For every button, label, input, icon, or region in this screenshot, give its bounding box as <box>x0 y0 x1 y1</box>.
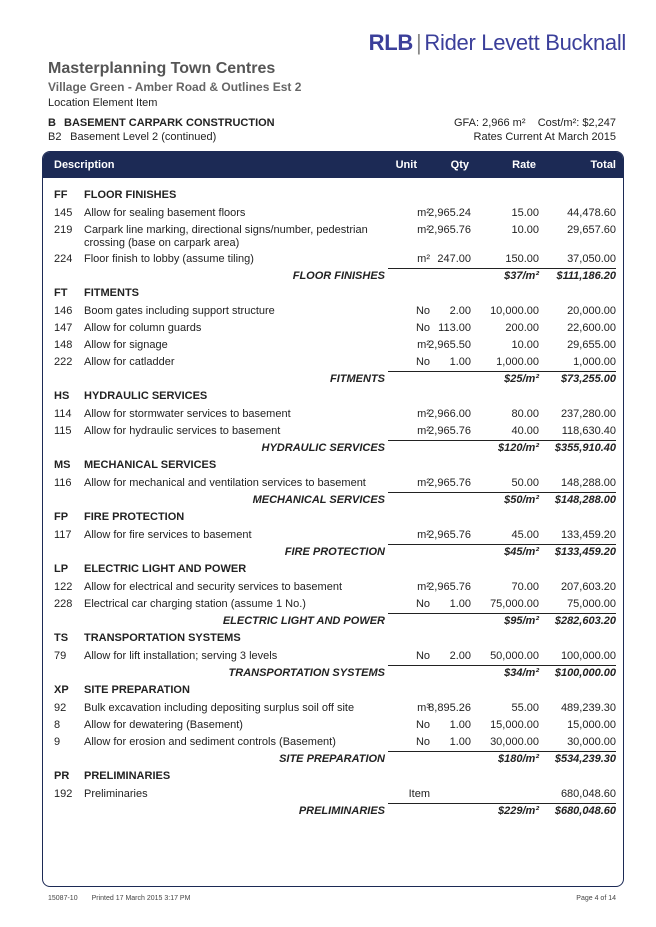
item-rate: 200.00 <box>505 322 539 334</box>
table-row <box>43 785 623 802</box>
footer-job: 15087-10 <box>48 895 78 902</box>
item-qty: 247.00 <box>437 253 471 265</box>
item-qty: 1.00 <box>449 736 471 748</box>
item-code: 114 <box>54 408 72 420</box>
item-code: 115 <box>54 425 72 437</box>
item-unit: No <box>415 736 430 748</box>
item-description: Floor finish to lobby (assume tiling) <box>84 253 254 265</box>
table-body <box>43 187 623 820</box>
group-code: HS <box>54 390 70 402</box>
subtotal-total: $111,186.20 <box>556 270 616 282</box>
item-code: 146 <box>54 305 73 317</box>
item-total: 118,630.40 <box>561 425 616 437</box>
group-header <box>43 509 623 526</box>
item-total: 133,459.20 <box>560 529 616 541</box>
subsection-name: Basement Level 2 (continued) <box>70 131 217 143</box>
subtotal-rule <box>388 665 616 666</box>
subtotal-name: FIRE PROTECTION <box>284 546 385 558</box>
item-description: Allow for fire services to basement <box>84 529 252 541</box>
section-name: BASEMENT CARPARK CONSTRUCTION <box>64 117 275 129</box>
group-name: ELECTRIC LIGHT AND POWER <box>84 563 247 575</box>
section-code: B <box>48 117 56 129</box>
subtotal-rule <box>388 613 616 614</box>
item-description: Allow for column guards <box>84 322 202 334</box>
item-qty: 1.00 <box>449 598 471 610</box>
group-header <box>43 187 623 204</box>
group-code: FF <box>54 189 68 201</box>
item-unit: m² <box>417 207 430 219</box>
table-row <box>43 204 623 221</box>
item-code: 92 <box>54 702 67 714</box>
group-code: XP <box>54 684 69 696</box>
table-row <box>43 699 623 716</box>
item-description: Boom gates including support structure <box>84 305 275 317</box>
group-name: SITE PREPARATION <box>84 684 190 696</box>
subtotal-row <box>43 543 623 561</box>
item-code: 222 <box>54 356 73 368</box>
subtotal-total: $133,459.20 <box>554 546 616 558</box>
item-description: Preliminaries <box>84 788 148 800</box>
item-total: 148,288.00 <box>560 477 616 489</box>
subtotal-rule <box>388 803 616 804</box>
subtotal-total: $148,288.00 <box>554 494 616 506</box>
item-unit: m² <box>417 339 430 351</box>
item-description: Allow for lift installation; serving 3 levels <box>84 650 278 662</box>
subtotal-rate: $229/m² <box>498 805 539 817</box>
item-qty: 2.00 <box>449 305 471 317</box>
item-rate: 10,000.00 <box>490 305 539 317</box>
item-rate: 15.00 <box>511 207 539 219</box>
footer-printed: Printed 17 March 2015 3:17 PM <box>91 895 191 902</box>
subtotal-total: $73,255.00 <box>560 373 616 385</box>
group-header <box>43 768 623 785</box>
group-header <box>43 630 623 647</box>
header-qty: Qty <box>450 159 469 171</box>
subtotal-row <box>43 612 623 630</box>
item-code: 148 <box>54 339 73 351</box>
subtotal-rate: $180/m² <box>498 753 539 765</box>
item-total: 44,478.60 <box>567 207 616 219</box>
item-description: Allow for hydraulic services to basement <box>84 425 281 437</box>
table-row <box>43 595 623 612</box>
header-description: Description <box>54 159 115 171</box>
table-row <box>43 716 623 733</box>
item-description: Allow for stormwater services to basement <box>84 408 291 420</box>
table-row <box>43 422 623 439</box>
group-code: LP <box>54 563 69 575</box>
subtotal-name: SITE PREPARATION <box>279 753 385 765</box>
item-qty: 2,965.76 <box>428 477 471 489</box>
item-total: 75,000.00 <box>567 598 616 610</box>
subtotal-rule <box>388 492 616 493</box>
item-unit: m² <box>417 425 430 437</box>
subtotal-total: $680,048.60 <box>554 805 616 817</box>
subtotal-name: FITMENTS <box>330 373 385 385</box>
subtotal-total: $355,910.40 <box>554 442 616 454</box>
item-total: 22,600.00 <box>567 322 616 334</box>
logo-rlb: RLB <box>368 30 413 55</box>
cost-table <box>42 151 624 887</box>
item-code: 145 <box>54 207 73 219</box>
rates-current: Rates Current At March 2015 <box>473 131 616 143</box>
item-qty: 2.00 <box>449 650 471 662</box>
group-code: FT <box>54 287 68 299</box>
item-code: 9 <box>54 736 61 748</box>
rlb-logo <box>369 30 626 56</box>
item-unit: m² <box>417 224 430 236</box>
item-code: 224 <box>54 253 73 265</box>
group-name: FLOOR FINISHES <box>84 189 177 201</box>
subtotal-rule <box>388 440 616 441</box>
group-code: MS <box>54 459 71 471</box>
item-unit: m² <box>417 253 430 265</box>
subtotal-name: TRANSPORTATION SYSTEMS <box>228 667 385 679</box>
item-rate: 55.00 <box>511 702 539 714</box>
report-type: Location Element Item <box>48 97 158 109</box>
subtotal-name: FLOOR FINISHES <box>292 270 385 282</box>
subtotal-total: $534,239.30 <box>554 753 616 765</box>
item-total: 207,603.20 <box>560 581 616 593</box>
item-code: 228 <box>54 598 73 610</box>
table-row <box>43 250 623 267</box>
group-code: TS <box>54 632 69 644</box>
item-rate: 50,000.00 <box>490 650 539 662</box>
subtotal-rate: $120/m² <box>498 442 539 454</box>
item-description: Allow for electrical and security services to basement <box>84 581 342 593</box>
item-unit: No <box>415 650 430 662</box>
item-qty: 2,965.76 <box>428 581 471 593</box>
item-total: 100,000.00 <box>560 650 616 662</box>
item-total: 30,000.00 <box>567 736 616 748</box>
subtotal-name: MECHANICAL SERVICES <box>252 494 385 506</box>
item-description: Allow for dewatering (Basement) <box>84 719 243 731</box>
item-total: 37,050.00 <box>567 253 616 265</box>
table-row <box>43 221 623 250</box>
group-header <box>43 561 623 578</box>
item-qty: 113.00 <box>438 322 471 334</box>
group-code: FP <box>54 511 69 523</box>
subtotal-row <box>43 664 623 682</box>
subtotal-rule <box>388 268 616 269</box>
subtotal-rate: $95/m² <box>504 615 539 627</box>
item-rate: 150.00 <box>505 253 539 265</box>
item-rate: 10.00 <box>511 224 539 236</box>
item-rate: 10.00 <box>511 339 539 351</box>
header-rate: Rate <box>512 159 536 171</box>
item-code: 116 <box>54 477 72 489</box>
subtotal-rate: $25/m² <box>504 373 539 385</box>
item-code: 147 <box>54 322 73 334</box>
table-row <box>43 474 623 491</box>
item-unit: No <box>415 356 430 368</box>
item-total: 489,239.30 <box>560 702 616 714</box>
item-code: 8 <box>54 719 61 731</box>
item-code: 117 <box>54 529 72 541</box>
item-code: 122 <box>54 581 73 593</box>
subtotal-row <box>43 267 623 285</box>
subtotal-row <box>43 370 623 388</box>
footer-left <box>48 895 190 902</box>
item-qty: 2,965.76 <box>428 224 471 236</box>
header-unit: Unit <box>395 159 417 171</box>
item-description: Bulk excavation including depositing surplus soil off site <box>84 702 355 714</box>
subtotal-name: HYDRAULIC SERVICES <box>261 442 385 454</box>
table-row <box>43 353 623 370</box>
item-qty: 2,965.24 <box>428 207 471 219</box>
group-name: MECHANICAL SERVICES <box>84 459 217 471</box>
item-unit: No <box>415 305 430 317</box>
subtotal-row <box>43 802 623 820</box>
table-row <box>43 578 623 595</box>
item-rate: 50.00 <box>511 477 539 489</box>
item-rate: 45.00 <box>511 529 539 541</box>
item-code: 79 <box>54 650 67 662</box>
item-total: 20,000.00 <box>567 305 616 317</box>
item-code: 192 <box>54 788 73 800</box>
table-row <box>43 647 623 664</box>
group-name: PRELIMINARIES <box>84 770 171 782</box>
item-unit: m² <box>417 529 430 541</box>
item-unit: Item <box>408 788 430 800</box>
header-total: Total <box>590 159 616 171</box>
subtotal-row <box>43 750 623 768</box>
item-rate: 75,000.00 <box>490 598 539 610</box>
subtotal-rate: $34/m² <box>504 667 539 679</box>
group-header <box>43 457 623 474</box>
table-row <box>43 302 623 319</box>
subtotal-row <box>43 439 623 457</box>
item-description: Allow for catladder <box>84 356 175 368</box>
item-description: Allow for mechanical and ventilation services to basement <box>84 477 366 489</box>
table-row <box>43 319 623 336</box>
item-rate: 80.00 <box>511 408 539 420</box>
group-code: PR <box>54 770 70 782</box>
item-unit: m² <box>417 477 430 489</box>
group-header <box>43 388 623 405</box>
item-total: 680,048.60 <box>560 788 616 800</box>
group-header <box>43 285 623 302</box>
item-description: Allow for signage <box>84 339 168 351</box>
subtotal-name: PRELIMINARIES <box>298 805 385 817</box>
item-unit: m² <box>417 581 430 593</box>
subtotal-total: $100,000.00 <box>554 667 616 679</box>
item-qty: 2,966.00 <box>428 408 471 420</box>
item-rate: 40.00 <box>511 425 539 437</box>
item-description: Allow for erosion and sediment controls (Basement) <box>84 736 336 748</box>
item-rate: 1,000.00 <box>496 356 539 368</box>
item-description: Allow for sealing basement floors <box>84 207 246 219</box>
subtotal-rate: $50/m² <box>504 494 539 506</box>
report-title: Masterplanning Town Centres <box>48 60 276 77</box>
group-name: FIRE PROTECTION <box>84 511 185 523</box>
section-cost: Cost/m²: $2,247 <box>537 117 616 129</box>
subtotal-rate: $45/m² <box>504 546 539 558</box>
item-total: 237,280.00 <box>560 408 616 420</box>
table-row <box>43 526 623 543</box>
table-row <box>43 336 623 353</box>
subsection-code: B2 <box>48 131 62 143</box>
subtotal-name: ELECTRIC LIGHT AND POWER <box>222 615 385 627</box>
item-unit: No <box>415 598 430 610</box>
item-qty: 2,965.76 <box>428 425 471 437</box>
item-total: 1,000.00 <box>573 356 616 368</box>
item-code: 219 <box>54 224 73 236</box>
item-unit: m² <box>417 408 430 420</box>
logo-separator: | <box>415 30 422 55</box>
item-description: Electrical car charging station (assume 1 No.) <box>84 598 306 610</box>
item-rate: 15,000.00 <box>490 719 539 731</box>
group-name: TRANSPORTATION SYSTEMS <box>84 632 241 644</box>
subtotal-rule <box>388 544 616 545</box>
subtotal-rule <box>388 371 616 372</box>
table-row <box>43 733 623 750</box>
subtotal-rule <box>388 751 616 752</box>
item-total: 15,000.00 <box>567 719 616 731</box>
section-gfa: GFA: 2,966 m² <box>453 117 526 129</box>
footer-page: Page 4 of 14 <box>576 895 616 902</box>
item-total: 29,655.00 <box>567 339 616 351</box>
item-qty: 2,965.76 <box>428 529 471 541</box>
item-qty: 1.00 <box>449 356 471 368</box>
group-name: HYDRAULIC SERVICES <box>84 390 208 402</box>
table-header <box>43 152 623 178</box>
item-total: 29,657.60 <box>567 224 616 236</box>
subtotal-rate: $37/m² <box>504 270 539 282</box>
subtotal-row <box>43 491 623 509</box>
item-unit: No <box>415 322 430 334</box>
group-header <box>43 682 623 699</box>
table-row <box>43 405 623 422</box>
report-subtitle: Village Green - Amber Road & Outlines Est 2 <box>48 80 302 94</box>
logo-name: Rider Levett Bucknall <box>424 30 626 55</box>
item-unit: No <box>415 719 430 731</box>
group-name: FITMENTS <box>84 287 139 299</box>
item-qty: 8,895.26 <box>428 702 471 714</box>
item-rate: 30,000.00 <box>490 736 539 748</box>
item-description: Carpark line marking, directional signs/number, pedestrian crossing (base on carpark area) <box>84 224 368 249</box>
item-unit: m³ <box>417 702 430 714</box>
subtotal-total: $282,603.20 <box>554 615 616 627</box>
item-qty: 1.00 <box>449 719 471 731</box>
item-rate: 70.00 <box>511 581 539 593</box>
item-qty: 2,965.50 <box>428 339 471 351</box>
